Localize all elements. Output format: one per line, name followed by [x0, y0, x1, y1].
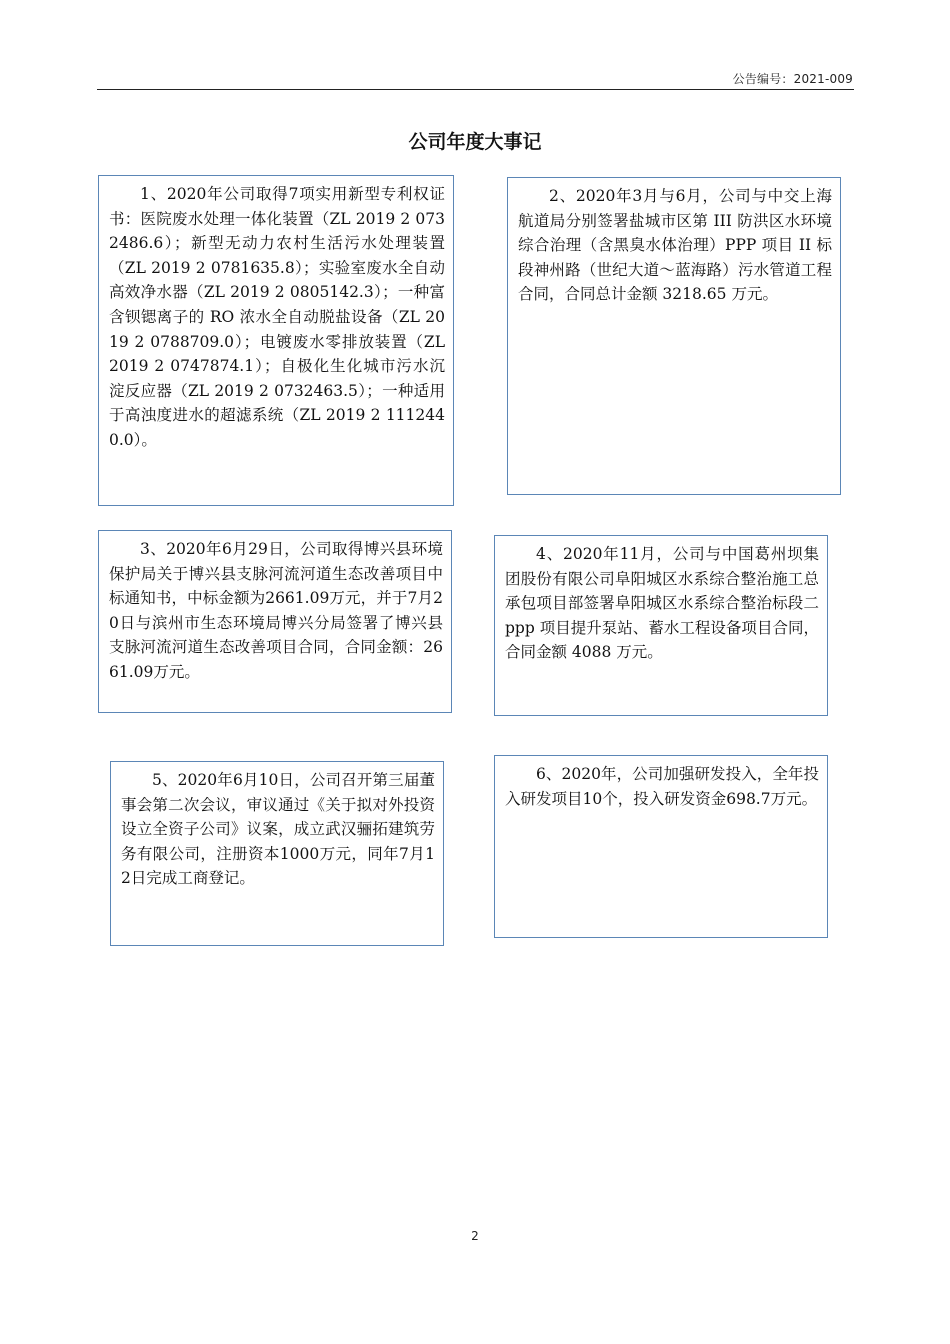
event-text-6: 6、2020年，公司加强研发投入，全年投入研发项目10个，投入研发资金698.7万元。: [505, 765, 819, 808]
event-box-1: [98, 175, 454, 506]
event-box-3: [98, 530, 452, 713]
page-title: 公司年度大事记: [408, 131, 542, 153]
event-text-4: 4、2020年11月，公司与中国葛州坝集团股份有限公司阜阳城区水系综合整治施工总承包项目部签署阜阳城区水系综合整治标段二 ppp 项目提升泵站、蓄水工程设备项目合同，合同金额 4088 万元。: [505, 545, 819, 662]
event-box-2: [507, 177, 841, 495]
header-divider: [97, 89, 854, 90]
event-box-6: [494, 755, 828, 938]
page-number: 2: [471, 1229, 479, 1243]
event-text-3: 3、2020年6月29日，公司取得博兴县环境保护局关于博兴县支脉河流河道生态改善项目中标通知书，中标金额为2661.09万元，并于7月20日与滨州市生态环境局博兴分局签署了博兴县支脉河流河道生态改善项目合同，合同金额：2661.09万元。: [109, 540, 443, 681]
event-text-5: 5、2020年6月10日，公司召开第三届董事会第二次会议，审议通过《关于拟对外投资设立全资子公司》议案，成立武汉骊拓建筑劳务有限公司，注册资本1000万元，同年7月12日完成工商登记。: [121, 771, 435, 888]
announcement-code: 公告编号：2021-009: [732, 72, 853, 86]
event-text-1: 1、2020年公司取得7项实用新型专利权证书：医院废水处理一体化装置（ZL 2019 2 0732486.6）；新型无动力农村生活污水处理装置（ZL 2019 2 0781635.8）；实验室废水全自动高效净水器（ZL 2019 2 0805142.3）；一种富含钡锶离子的 RO 浓水全自动脱盐设备（ZL 2019 2 0788709.0）；电镀废水零排放装置（ZL 2019 2 0747874.1）；自极化生化城市污水沉淀反应器（ZL 2019 2 0732463.5）；一种适用于高浊度进水的超滤系统（ZL 2019 2 1112440.0）。: [109, 185, 445, 449]
event-text-2: 2、2020年3月与6月，公司与中交上海航道局分别签署盐城市区第 III 防洪区水环境综合治理（含黑臭水体治理）PPP 项目 II 标段神州路（世纪大道～蓝海路）污水管道工程合同，合同总计金额 3218.65 万元。: [518, 187, 832, 304]
event-box-4: [494, 535, 828, 716]
event-box-5: [110, 761, 444, 946]
